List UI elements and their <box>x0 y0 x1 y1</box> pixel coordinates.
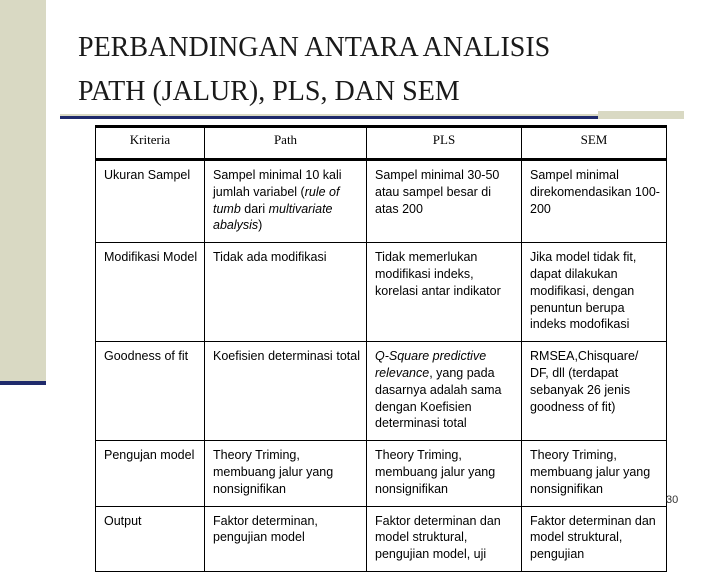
cell-pls: Tidak memerlukan modifikasi indeks, korelasi antar indikator <box>367 243 522 342</box>
cell-criterion: Output <box>96 506 205 571</box>
header-pls: PLS <box>367 127 522 160</box>
left-decorative-bar <box>0 0 46 384</box>
cell-path: Faktor determinan, pengujian model <box>205 506 367 571</box>
cell-path <box>205 160 367 243</box>
page-number: 30 <box>666 494 679 506</box>
text: dari <box>240 201 269 216</box>
title-underline-tab <box>598 111 684 119</box>
slide-title <box>78 26 698 114</box>
table-row <box>96 441 667 506</box>
comparison-table <box>95 125 667 572</box>
cell-pls: Sampel minimal 30-50 atau sampel besar di atas 200 <box>367 160 522 243</box>
left-bar-accent <box>0 381 46 385</box>
cell-path: Theory Triming, membuang jalur yang nonsignifikan <box>205 441 367 506</box>
cell-sem: Faktor determinan dan model struktural, pengujian <box>522 506 667 571</box>
table-header-row <box>96 127 667 160</box>
cell-pls: Faktor determinan dan model struktural, pengujian model, uji <box>367 506 522 571</box>
cell-pls: Theory Triming, membuang jalur yang nonsignifikan <box>367 441 522 506</box>
text: Sampel minimal 10 kali jumlah variabel ( <box>213 168 342 199</box>
cell-criterion: Ukuran Sampel <box>96 160 205 243</box>
cell-sem: Jika model tidak fit, dapat dilakukan modifikasi, dengan penuntun berupa indeks modofikasi <box>522 243 667 342</box>
cell-sem: Theory Triming, membuang jalur yang nonsignifikan <box>522 441 667 506</box>
text-italic: rule of tumb <box>213 184 340 216</box>
text: , yang pada dasarnya adalah sama dengan Koefisien determinasi total <box>375 365 502 431</box>
table-row <box>96 506 667 571</box>
text-italic: multivariate abalysis <box>213 201 333 233</box>
cell-path: Koefisien determinasi total <box>205 342 367 441</box>
cell-sem: Sampel minimal direkomendasikan 100-200 <box>522 160 667 243</box>
cell-criterion: Pengujan model <box>96 441 205 506</box>
table-row <box>96 342 667 441</box>
header-kriteria: Kriteria <box>96 127 205 160</box>
table-row <box>96 243 667 342</box>
cell-sem: RMSEA,Chisquare/ DF, dll (terdapat sebanyak 26 jenis goodness of fit) <box>522 342 667 441</box>
text: ) <box>258 218 263 233</box>
cell-criterion: Modifikasi Model <box>96 243 205 342</box>
title-line-1: PERBANDINGAN ANTARA ANALISIS <box>78 32 551 63</box>
title-underline <box>60 116 682 119</box>
comparison-table-container <box>95 125 666 562</box>
title-line-2: PATH (JALUR), PLS, DAN SEM <box>78 76 460 107</box>
header-sem: SEM <box>522 127 667 160</box>
text-italic: Q-Square predictive relevance <box>375 349 487 380</box>
cell-criterion: Goodness of fit <box>96 342 205 441</box>
table-row <box>96 160 667 243</box>
cell-pls <box>367 342 522 441</box>
cell-path: Tidak ada modifikasi <box>205 243 367 342</box>
header-path: Path <box>205 127 367 160</box>
